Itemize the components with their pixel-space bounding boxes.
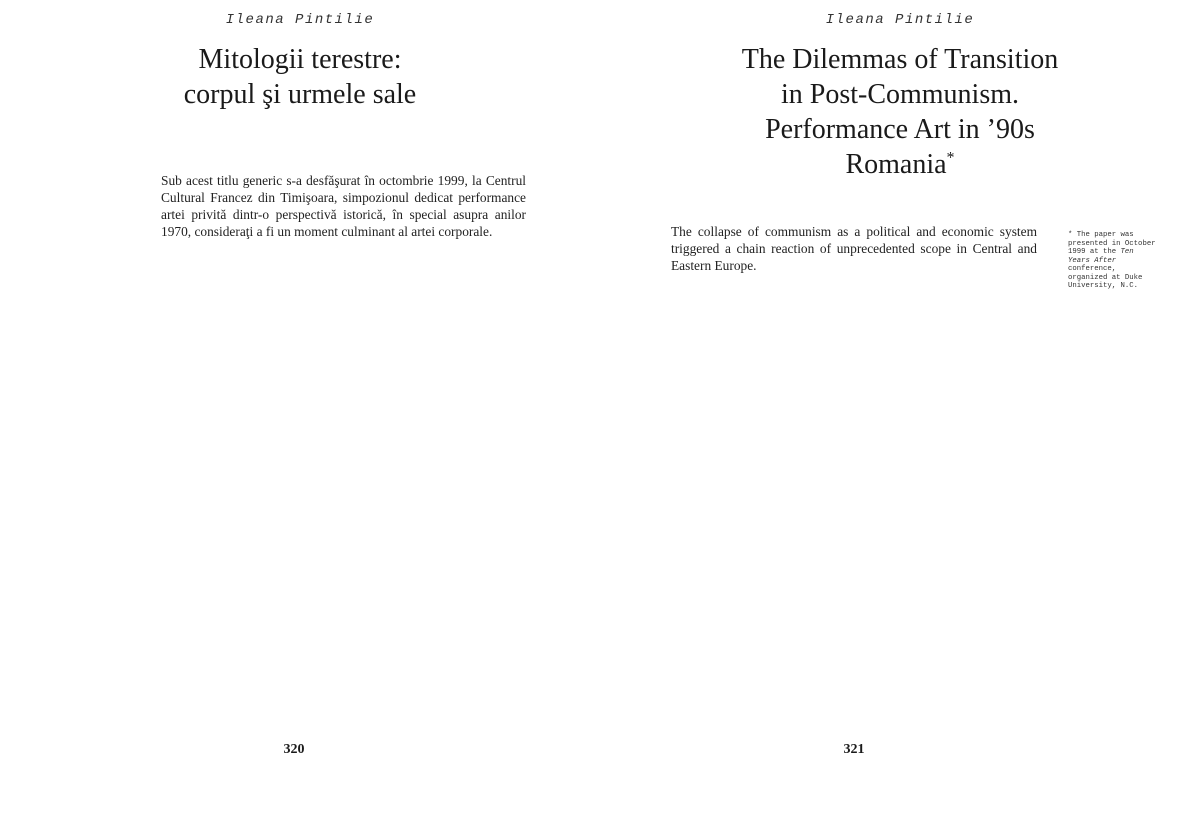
- chapter-title: [0, 42, 600, 112]
- chapter-title: [600, 42, 1200, 182]
- right-page: [600, 0, 1200, 818]
- chapter-title-line: corpul şi urmele sale: [183, 79, 417, 110]
- side-note-text: * The paper was presented in October 1999 at the: [1068, 231, 1156, 256]
- chapter-title-line: The Dilemmas of Transition: [741, 44, 1059, 75]
- body-text: [161, 173, 526, 241]
- side-note: [1068, 231, 1158, 291]
- paragraph: Sub acest titlu generic s-a desfăşurat în octombrie 1999, la Centrul Cultural Francez din Timişoara, simpozionul dedicat performance artei privită dintr-o perspectivă istorică, în special asupra anilor 1970, consideraţi a fi un moment culminant al artei corporale.: [161, 173, 526, 239]
- chapter-title-word: Romania: [845, 149, 947, 180]
- side-note-conference: Ten Years After: [1068, 248, 1134, 265]
- running-head-author: Ileana Pintilie: [825, 12, 975, 28]
- chapter-title-line: [600, 147, 1200, 182]
- body-text: [671, 224, 1037, 275]
- page-number: 320: [283, 742, 305, 757]
- side-note-text: conference, organized at Duke University, N.C.: [1068, 265, 1143, 290]
- chapter-title-line: Mitologii terestre:: [198, 44, 402, 75]
- page-number: 321: [843, 742, 865, 757]
- paragraph: The collapse of communism as a political and economic system triggered a chain reaction of unprecedented scope in Central and Eastern Europe.: [671, 224, 1037, 273]
- running-head-author: Ileana Pintilie: [225, 12, 375, 28]
- footnote-marker: *: [946, 149, 955, 167]
- chapter-title-line: Performance Art in ’90s: [765, 114, 1035, 145]
- chapter-title-line: in Post-Communism.: [780, 79, 1020, 110]
